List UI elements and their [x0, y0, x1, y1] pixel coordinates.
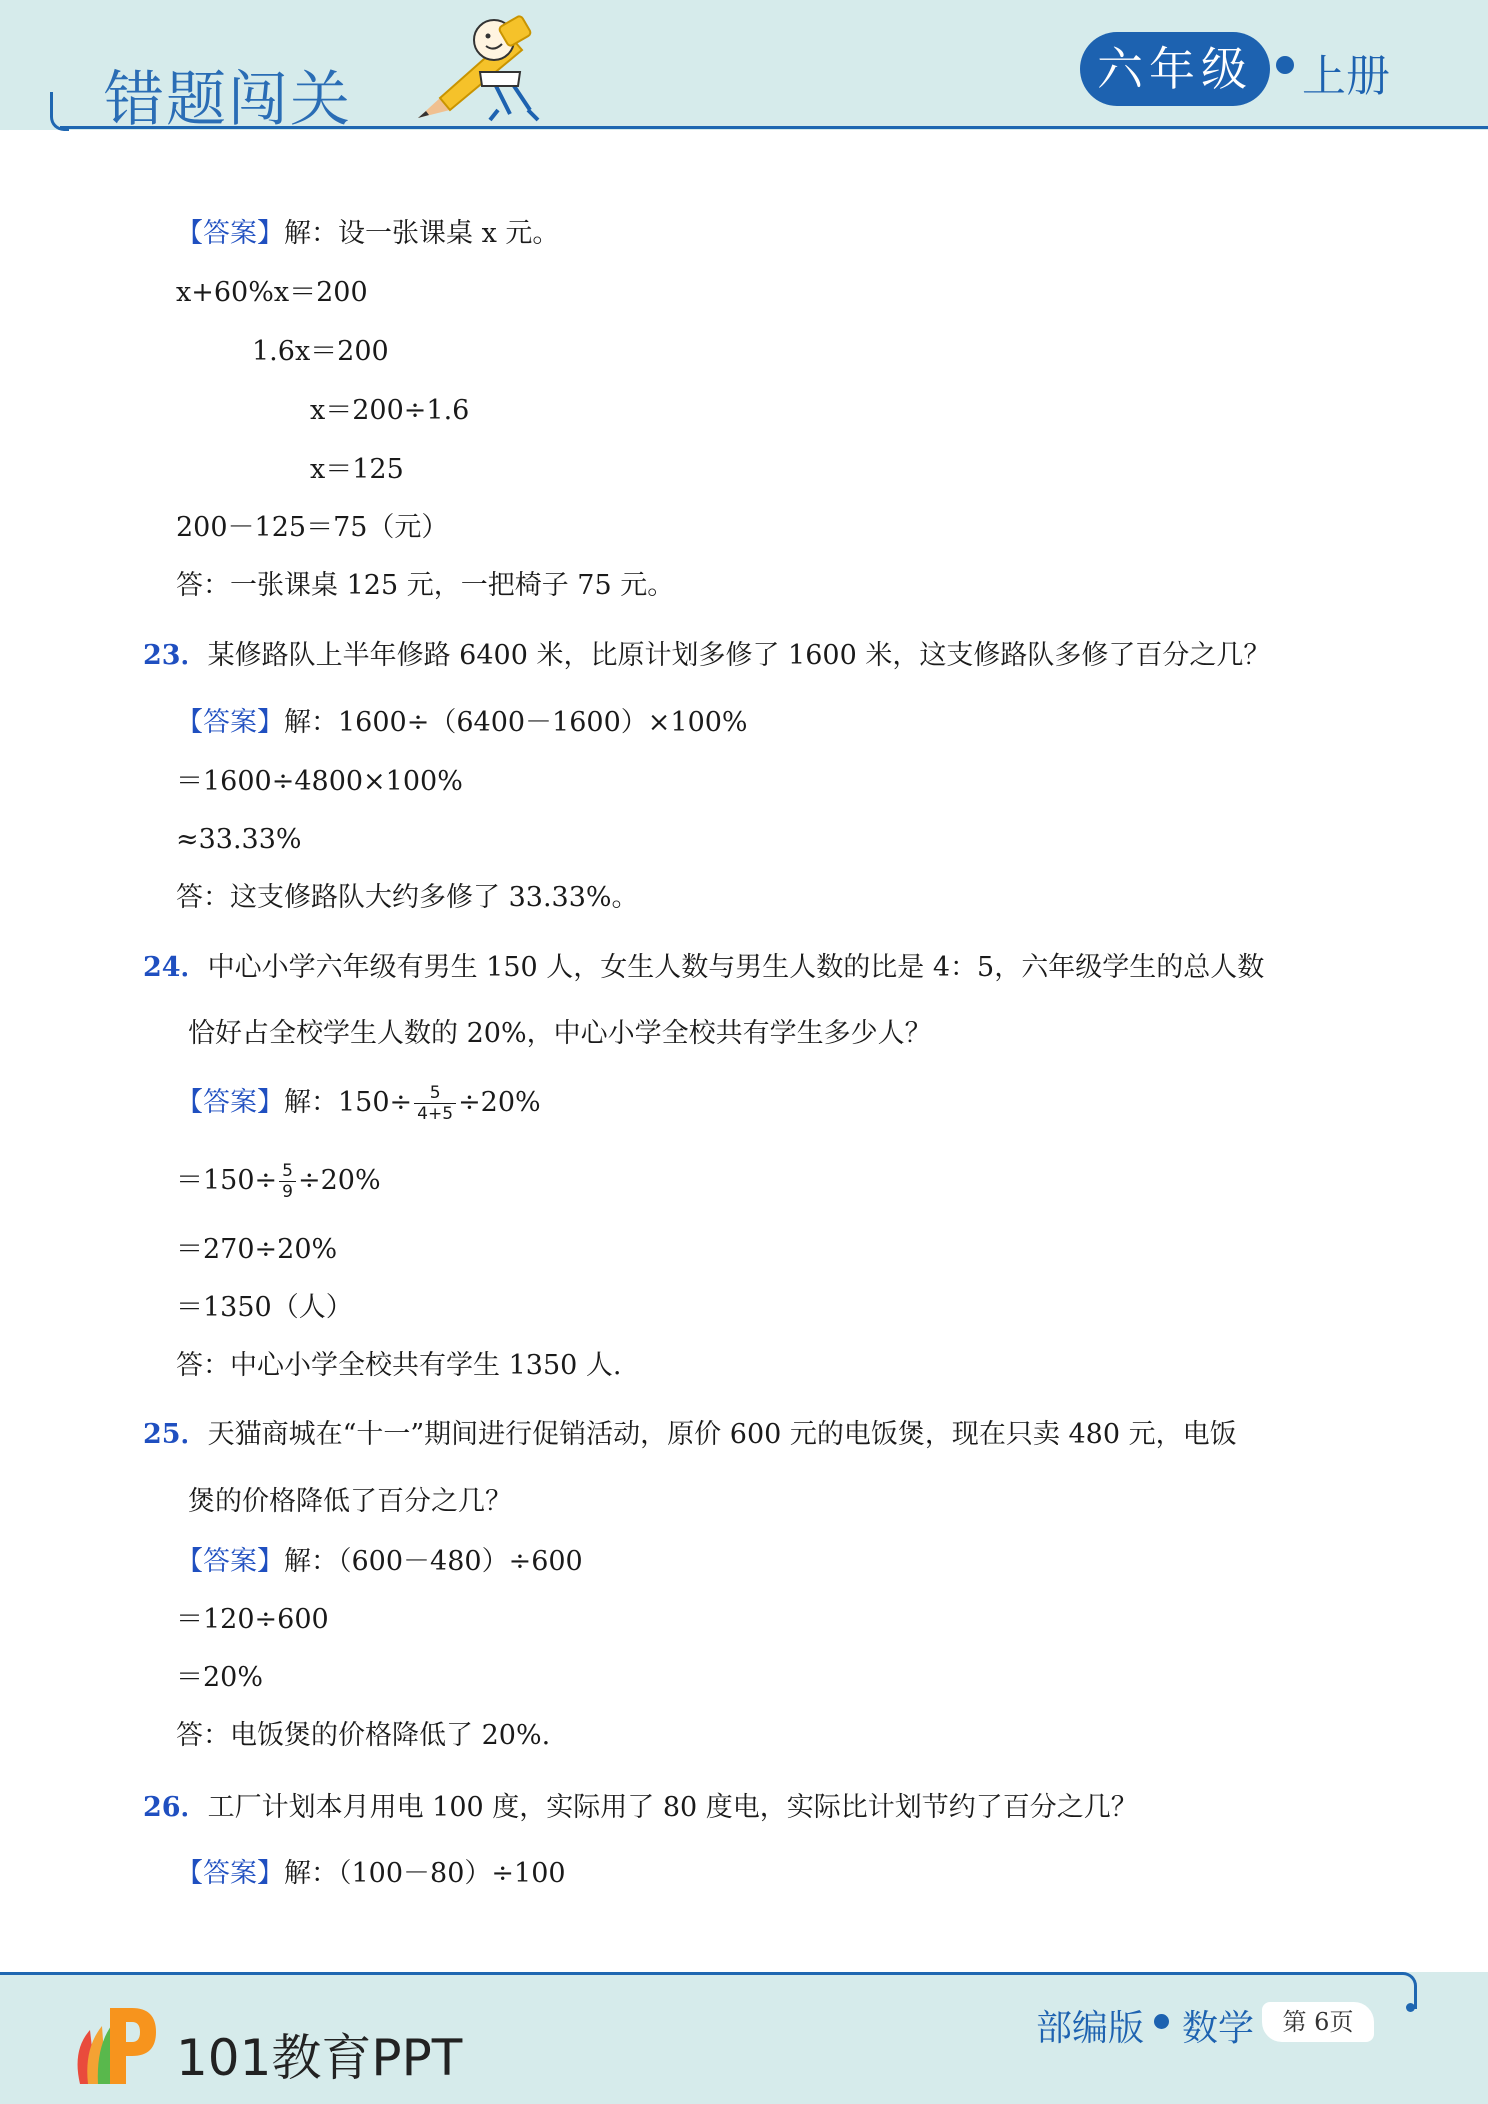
equation-step: x＝125 [310, 454, 404, 485]
answer-intro: 解：1600÷（6400－1600）×100% [284, 707, 748, 738]
answer-line [176, 1544, 583, 1580]
answer-tag: 【答案】 [176, 1858, 284, 1889]
question-26 [143, 1790, 1138, 1826]
equation-step: 1.6x＝200 [252, 336, 389, 367]
question-text: 工厂计划本月用电 100 度，实际用了 80 度电，实际比计划节约了百分之几？ [207, 1792, 1138, 1823]
dot-separator [1276, 56, 1294, 74]
question-number: 23． [143, 640, 208, 671]
step-prefix: ＝150÷ [176, 1165, 278, 1196]
answer-intro: 解：（100－80）÷100 [284, 1858, 566, 1889]
header-hook-decoration [50, 92, 69, 131]
equation-step: ＝270÷20% [176, 1234, 338, 1265]
brand-logo-icon [70, 2000, 160, 2090]
dot-separator [1154, 2014, 1169, 2029]
answer-line [176, 705, 748, 741]
brand-name: 101教育PPT [176, 2029, 463, 2087]
footer-dot-decoration [1406, 2003, 1415, 2012]
answer-tag: 【答案】 [176, 707, 284, 738]
equation-step: x+60%x＝200 [176, 277, 368, 308]
question-text-cont: 恰好占全校学生人数的 20%，中心小学全校共有学生多少人？ [188, 1018, 932, 1049]
volume-label: 上册 [1302, 51, 1390, 102]
question-25 [143, 1417, 1237, 1453]
question-24 [143, 950, 1264, 986]
question-number: 26． [143, 1792, 208, 1823]
step-suffix: ÷20% [298, 1165, 381, 1196]
fraction [414, 1083, 456, 1124]
edition-label: 部编版 [1036, 2008, 1145, 2049]
question-23 [143, 638, 1270, 674]
calculation-step: 200－125＝75（元） [176, 512, 449, 543]
fraction-numerator: 5 [279, 1161, 296, 1182]
equation-step: ＝1350（人） [176, 1292, 353, 1323]
answer-tag: 【答案】 [176, 218, 284, 249]
question-text-cont: 煲的价格降低了百分之几？ [188, 1486, 512, 1517]
fraction-denominator: 4+5 [417, 1104, 454, 1124]
question-text: 天猫商城在“十一”期间进行促销活动，原价 600 元的电饭煲，现在只卖 480 元，电饭 [207, 1419, 1237, 1450]
fraction-numerator: 5 [414, 1083, 456, 1104]
page-number: 第 6页 [1262, 2002, 1374, 2042]
pencil-mascot-icon [410, 14, 560, 126]
answer-conclusion: 答：电饭煲的价格降低了 20%. [176, 1720, 551, 1751]
answer-line [176, 1856, 566, 1892]
answer-conclusion: 答：一张课桌 125 元，一把椅子 75 元。 [176, 570, 675, 601]
answer-intro: 解：设一张课桌 x 元。 [284, 218, 560, 249]
answer-conclusion: 答：这支修路队大约多修了 33.33%。 [176, 882, 639, 913]
grade-badge: 六年级 [1080, 32, 1270, 106]
equation-step: ＝20% [176, 1662, 264, 1693]
fraction [279, 1161, 296, 1202]
answer-line [176, 216, 559, 252]
answer-line [176, 1080, 541, 1126]
equation-step [176, 1158, 381, 1204]
footer-divider [0, 1972, 1400, 1975]
answer-conclusion: 答：中心小学全校共有学生 1350 人. [176, 1350, 622, 1381]
answer-suffix: ÷20% [458, 1087, 541, 1118]
question-number: 25． [143, 1419, 208, 1450]
section-title: 错题闯关 [104, 65, 352, 135]
fraction-denominator: 9 [282, 1182, 293, 1202]
question-text: 某修路队上半年修路 6400 米，比原计划多修了 1600 米，这支修路队多修了百分之几？ [207, 640, 1271, 671]
equation-step: ＝120÷600 [176, 1604, 329, 1635]
subject-label: 数学 [1182, 2008, 1255, 2049]
answer-intro: 解：150÷ [284, 1087, 413, 1118]
equation-step: x＝200÷1.6 [310, 395, 470, 426]
answer-tag: 【答案】 [176, 1087, 284, 1118]
answer-tag: 【答案】 [176, 1546, 284, 1577]
question-text: 中心小学六年级有男生 150 人，女生人数与男生人数的比是 4：5，六年级学生的总人数 [207, 952, 1265, 983]
answer-intro: 解：（600－480）÷600 [284, 1546, 583, 1577]
equation-step: ≈33.33% [176, 824, 302, 855]
equation-step: ＝1600÷4800×100% [176, 766, 463, 797]
question-number: 24． [143, 952, 208, 983]
